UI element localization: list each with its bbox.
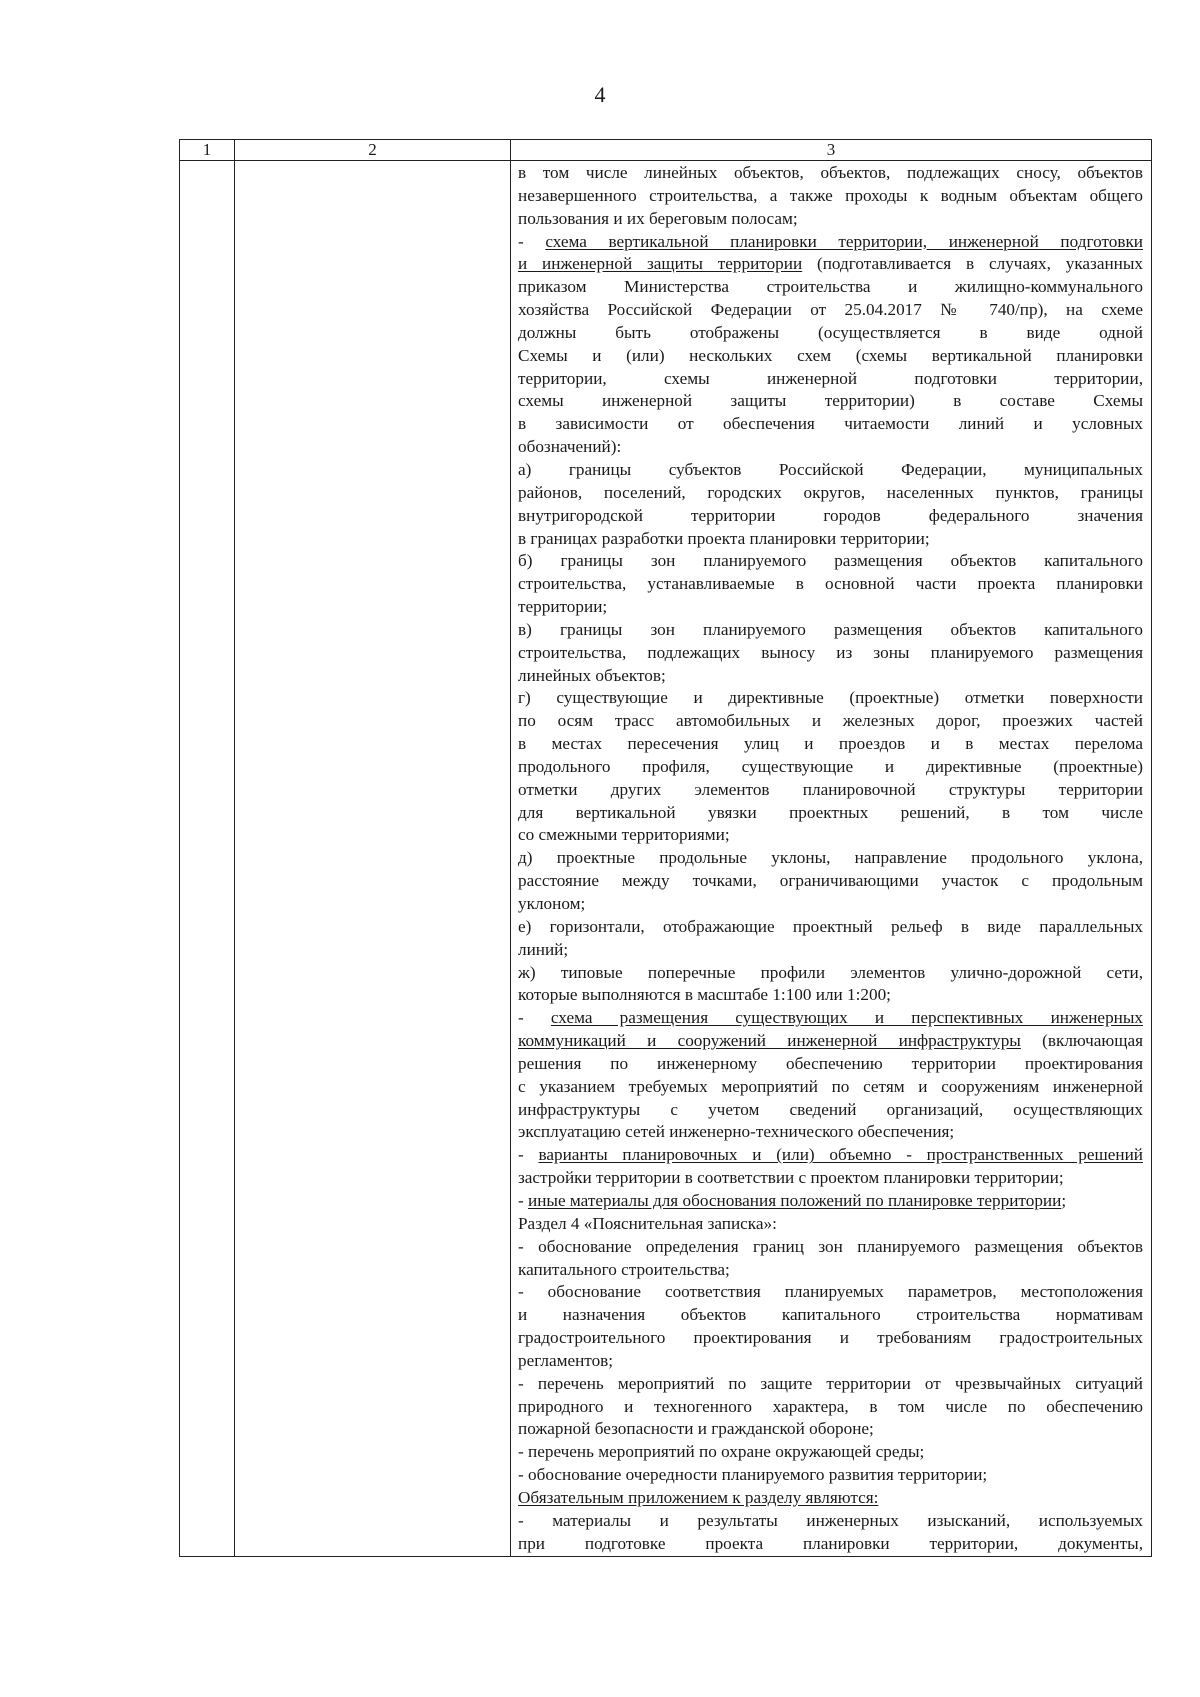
text-line [518,619,1143,642]
line-text: строительства, устанавливаемые в основной части проекта планировки [518,574,1143,594]
line-text: в местах пересечения улиц и проездов и в местах перелома [518,734,1143,754]
line-text: - обоснование очередности планируемого развития территории; [518,1465,988,1485]
line-text: - [518,1145,539,1165]
text-line [518,1533,1143,1556]
text-line [518,1099,1143,1122]
line-text: должны быть отображены (осуществляется в виде одной [518,322,1143,342]
requirements-table [179,139,1152,1557]
text-line [518,870,1143,893]
line-text: схемы инженерной защиты территории) в составе Схемы [518,391,1143,411]
text-line [518,459,1143,482]
line-text: для вертикальной увязки проектных решений, в том числе [518,802,1143,822]
line-text: обозначений): [518,437,622,457]
text-line [518,962,1143,985]
line-text: районов, поселений, городских округов, населенных пунктов, границы [518,482,1143,502]
line-text: капитального строительства; [518,1259,730,1279]
text-line [518,368,1143,391]
underlined-text: иные материалы для обоснования положений по планировке территории [528,1190,1062,1210]
line-text: (включающая [1020,1031,1143,1051]
underlined-text: и инженерной защиты территории [518,254,803,274]
underlined-text: схема размещения существующих и перспективных инженерных [550,1008,1143,1028]
line-text: - перечень мероприятий по охране окружающей среды; [518,1442,925,1462]
text-line [518,436,1143,459]
line-text: продольного профиля, существующие и директивные (проектные) [518,756,1143,776]
text-line [518,1167,1143,1190]
text-line [518,1236,1143,1259]
text-line [518,710,1143,733]
line-text: территории, схемы инженерной подготовки территории, [518,368,1143,388]
text-line [518,596,1143,619]
line-text: в) границы зон планируемого размещения объектов капитального [518,619,1143,639]
line-text: с указанием требуемых мероприятий по сетям и сооружениям инженерной [518,1076,1143,1096]
line-text: незавершенного строительства, а также проходы к водным объектам общего [518,185,1143,205]
line-text: строительства, подлежащих выносу из зоны планируемого размещения [518,642,1143,662]
line-text: природного и техногенного характера, в том числе по обеспечению [518,1396,1143,1416]
line-text: Раздел 4 «Пояснительная записка»: [518,1213,777,1233]
line-text: расстояние между точками, ограничивающими участок с продольным [518,871,1143,891]
text-line [518,733,1143,756]
line-text: по осям трасс автомобильных и железных дорог, проезжих частей [518,711,1143,731]
underlined-text: коммуникаций и сооружений инженерной инфраструктуры [518,1031,1021,1051]
text-line [518,208,1143,231]
text-line [518,1350,1143,1373]
line-text: территории; [518,597,608,617]
column-header-1: 1 [180,140,235,161]
text-line [518,1487,1143,1510]
line-text: (подготавливается в случаях, указанных [802,254,1143,274]
line-text: внутригородской территории городов федерального значения [518,505,1143,525]
text-line [518,550,1143,573]
text-line [518,528,1143,551]
text-line [518,505,1143,528]
text-line [518,299,1143,322]
text-line [518,276,1143,299]
text-line [518,1418,1143,1441]
line-text: д) проектные продольные уклоны, направление продольного уклона, [518,848,1143,868]
line-text: Схемы и (или) нескольких схем (схемы вертикальной планировки [518,345,1143,365]
text-line [518,802,1143,825]
text-line [518,1396,1143,1419]
text-line [518,345,1143,368]
line-text: линий; [518,939,569,959]
line-text: со смежными территориями; [518,825,730,845]
text-line [518,1373,1143,1396]
page-number: 4 [594,82,606,107]
text-line [518,390,1143,413]
column-header-3: 3 [511,140,1152,161]
line-text: - [518,1190,529,1210]
line-text: - [518,231,546,251]
text-line [518,573,1143,596]
text-line [518,253,1143,276]
text-line [518,642,1143,665]
line-text: при подготовке проекта планировки территории, документы, [518,1533,1143,1553]
text-line [518,847,1143,870]
text-line [518,1190,1143,1213]
text-line [518,1213,1143,1236]
line-text: эксплуатацию сетей инженерно-технического обеспечения; [518,1122,955,1142]
column-header-2: 2 [235,140,511,161]
line-text: которые выполняются в масштабе 1:100 или 1:200; [518,985,891,1005]
text-line [518,1007,1143,1030]
line-text: - перечень мероприятий по защите территории от чрезвычайных ситуаций [518,1373,1143,1393]
text-line [518,1053,1143,1076]
text-line [518,162,1143,185]
text-line [518,893,1143,916]
line-text: решения по инженерному обеспечению территории проектирования [518,1053,1143,1073]
text-line [518,1464,1143,1487]
text-line [518,916,1143,939]
line-text: ж) типовые поперечные профили элементов улично-дорожной сети, [518,962,1143,982]
text-line [518,1030,1143,1053]
underlined-text: варианты планировочных и (или) объемно - пространственных решений [538,1145,1143,1165]
text-line [518,1121,1143,1144]
line-text: пожарной безопасности и гражданской обороне; [518,1419,874,1439]
line-text: - обоснование соответствия планируемых параметров, местоположения [518,1282,1143,1302]
line-text: в том числе линейных объектов, объектов, подлежащих сносу, объектов [518,163,1143,182]
line-text: отметки других элементов планировочной структуры территории [518,779,1143,799]
table-header-row [180,140,1152,161]
column-2-cell [235,161,511,1557]
line-text: приказом Министерства строительства и жилищно-коммунального [518,277,1143,297]
text-line [518,1304,1143,1327]
line-text: - [518,1008,551,1028]
text-line [518,687,1143,710]
column-1-cell [180,161,235,1557]
underlined-text: схема вертикальной планировки территории, инженерной подготовки [545,231,1143,251]
underlined-text: Обязательным приложением к разделу являются: [518,1487,879,1507]
text-line [518,1510,1143,1533]
line-text: е) горизонтали, отображающие проектный рельеф в виде параллельных [518,916,1143,936]
text-line [518,1076,1143,1099]
text-line [518,939,1143,962]
line-text: и назначения объектов капитального строительства нормативам [518,1305,1143,1325]
table-row [180,161,1152,1557]
line-text: б) границы зон планируемого размещения объектов капитального [518,551,1143,571]
line-text: - обоснование определения границ зон планируемого размещения объектов [518,1236,1143,1256]
column-3-text [518,162,1143,1555]
text-line [518,756,1143,779]
text-line [518,984,1143,1007]
text-line [518,824,1143,847]
line-text: инфраструктуры с учетом сведений организаций, осуществляющих [518,1099,1143,1119]
line-text: уклоном; [518,894,586,913]
text-line [518,779,1143,802]
text-line [518,322,1143,345]
line-text: застройки территории в соответствии с проектом планировки территории; [518,1168,1064,1188]
text-line [518,413,1143,436]
text-line [518,1259,1143,1282]
text-line [518,185,1143,208]
line-text: а) границы субъектов Российской Федерации, муниципальных [518,459,1143,479]
text-line [518,1441,1143,1464]
line-text: в границах разработки проекта планировки территории; [518,528,930,548]
line-text: в зависимости от обеспечения читаемости линий и условных [518,414,1143,434]
text-line [518,1327,1143,1350]
text-line [518,1281,1143,1304]
line-text: пользования и их береговым полосам; [518,208,798,228]
text-line [518,1144,1143,1167]
text-line [518,665,1143,688]
line-text: ; [1061,1190,1067,1210]
line-text: регламентов; [518,1350,614,1370]
line-text: линейных объектов; [518,665,666,685]
column-3-cell [511,161,1152,1557]
line-text: градостроительного проектирования и требованиям градостроительных [518,1328,1143,1348]
line-text: хозяйства Российской Федерации от 25.04.2017 № 740/пр), на схеме [518,300,1143,320]
line-text: г) существующие и директивные (проектные) отметки поверхности [518,688,1143,708]
text-line [518,482,1143,505]
text-line [518,231,1143,254]
line-text: - материалы и результаты инженерных изысканий, используемых [518,1510,1143,1530]
